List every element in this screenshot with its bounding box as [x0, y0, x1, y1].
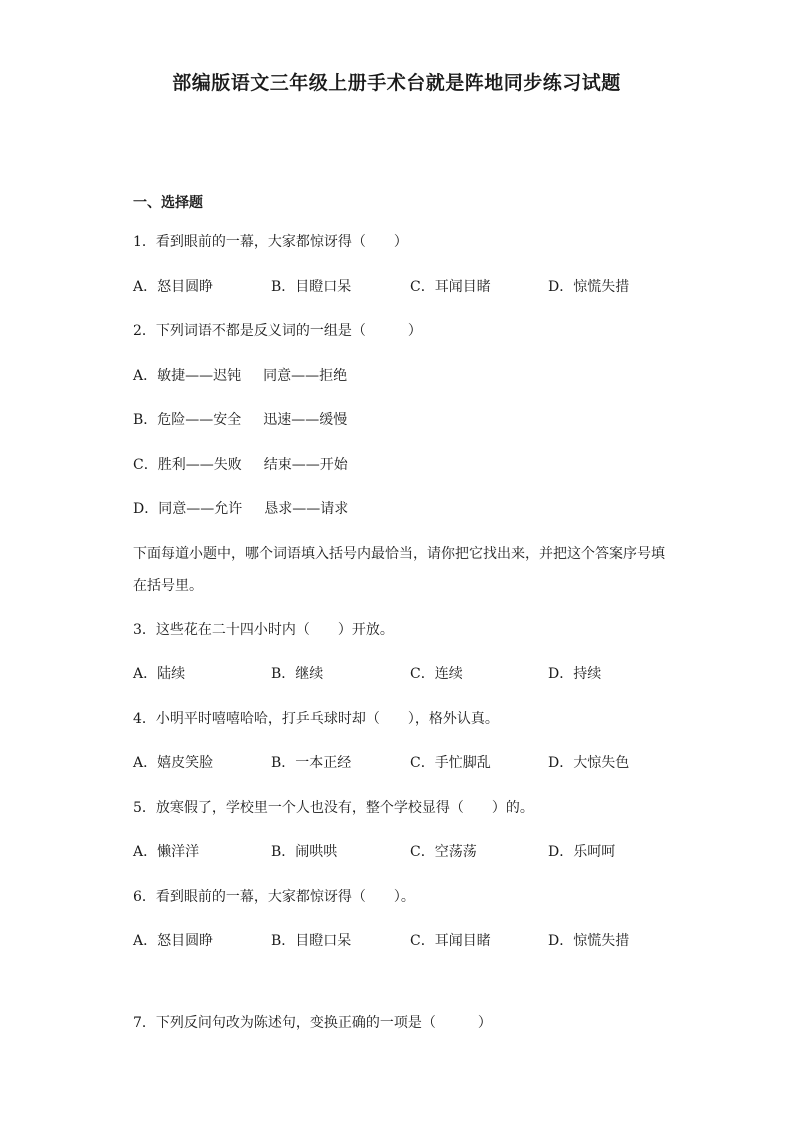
question-4-option-c: C．手忙脚乱	[410, 755, 491, 771]
question-3-option-c: C．连续	[410, 666, 463, 682]
question-3-option-a: A．陆续	[133, 666, 186, 682]
question-3-stem: 3．这些花在二十四小时内（ ）开放。	[133, 622, 394, 638]
question-2-option-b-pair-1: B．危险——安全	[133, 412, 242, 428]
question-6-stem: 6．看到眼前的一幕，大家都惊讶得（ ）。	[133, 889, 415, 905]
question-1-option-b: B．目瞪口呆	[271, 279, 352, 295]
question-6-option-b: B．目瞪口呆	[271, 933, 352, 949]
question-2-option-d-pair-1: D．同意——允许	[133, 501, 243, 517]
question-2-option-a	[133, 366, 347, 386]
question-2-option-b	[133, 410, 347, 430]
question-6-option-c: C．耳闻目睹	[410, 933, 491, 949]
question-3-option-b: B．继续	[271, 666, 324, 682]
question-2-option-a-pair-1: A．敏捷——迟钝	[133, 368, 242, 384]
question-6-option-d: D．惊慌失措	[548, 933, 630, 949]
question-4-option-a: A．嬉皮笑脸	[133, 755, 214, 771]
question-5-option-a: A．懒洋洋	[133, 844, 200, 860]
section-heading-choice: 一、选择题	[133, 195, 203, 211]
question-3-option-d: D．持续	[548, 666, 602, 682]
question-5-option-d: D．乐呵呵	[548, 844, 616, 860]
question-4-option-b: B．一本正经	[271, 755, 352, 771]
question-5-stem: 5．放寒假了，学校里一个人也没有，整个学校显得（ ）的。	[133, 800, 534, 816]
question-1-option-a: A．怒目圆睁	[133, 279, 214, 295]
question-2-option-d-pair-2: 恳求——请求	[264, 501, 349, 517]
question-4-option-d: D．大惊失色	[548, 755, 630, 771]
question-5-option-c: C．空荡荡	[410, 844, 477, 860]
question-1-option-d: D．惊慌失措	[548, 279, 630, 295]
question-4-stem: 4．小明平时嘻嘻哈哈，打乒乓球时却（ ），格外认真。	[133, 711, 499, 727]
question-2-option-c-pair-1: C．胜利——失败	[133, 457, 242, 473]
question-2-option-a-pair-2: 同意——拒绝	[263, 368, 348, 384]
question-2-option-d	[133, 499, 348, 519]
question-1-option-c: C．耳闻目睹	[410, 279, 491, 295]
question-7-stem: 7．下列反问句改为陈述句，变换正确的一项是（ ）	[133, 1015, 492, 1031]
question-2-option-c-pair-2: 结束——开始	[263, 457, 348, 473]
question-2-option-b-pair-2: 迅速——缓慢	[263, 412, 348, 428]
question-5-option-b: B．闹哄哄	[271, 844, 338, 860]
document-title: 部编版语文三年级上册手术台就是阵地同步练习试题	[172, 72, 621, 94]
instruction-line-1: 下面每道小题中，哪个词语填入括号内最恰当，请你把它找出来，并把这个答案序号填	[133, 546, 665, 562]
question-6-option-a: A．怒目圆睁	[133, 933, 214, 949]
question-1-stem: 1．看到眼前的一幕，大家都惊讶得（ ）	[133, 234, 408, 250]
question-2-stem: 2．下列词语不都是反义词的一组是（ ）	[133, 323, 422, 339]
instruction-line-2: 在括号里。	[133, 578, 203, 594]
question-2-option-c	[133, 455, 348, 475]
